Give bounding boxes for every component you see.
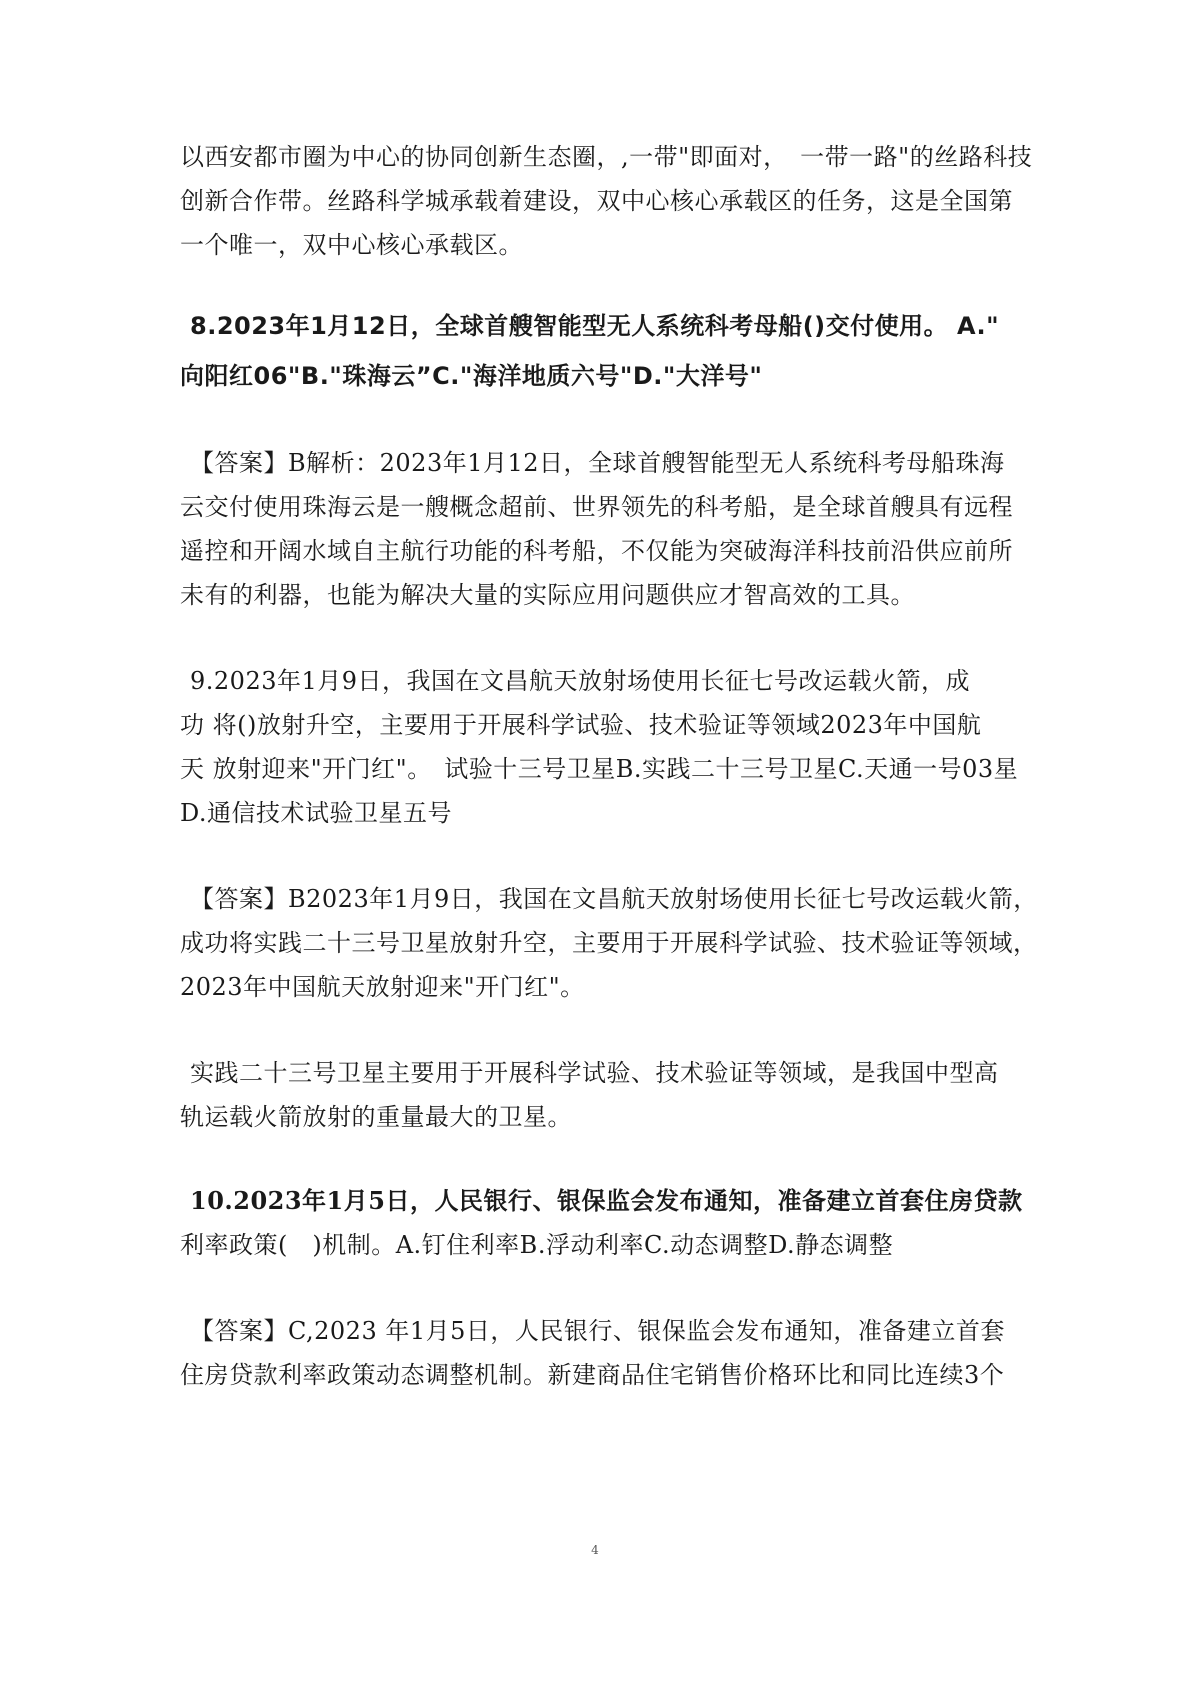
answer-8-line: 云交付使用珠海云是一艘概念超前、世界领先的科考船，是全球首艘具有远程 xyxy=(180,493,1013,521)
answer-8-line: 未有的利器，也能为解决大量的实际应用问题供应才智高效的工具。 xyxy=(180,581,915,609)
paragraph-line: 实践二十三号卫星主要用于开展科学试验、技术验证等领域，是我国中型高 xyxy=(190,1059,999,1087)
question-9-line: 9.2023年1月9日，我国在文昌航天放射场使用长征七号改运载火箭，成 xyxy=(190,667,971,695)
question-9-line: D.通信技术试验卫星五号 xyxy=(180,799,453,827)
question-8-line: 8.2023年1月12日，全球首艘智能型无人系统科考母船()交付使用。 A." xyxy=(190,312,1000,340)
answer-8-line: 遥控和开阔水域自主航行功能的科考船，不仅能为突破海洋科技前沿供应前所 xyxy=(180,537,1013,565)
answer-8-line: 【答案】B解析：2023年1月12日，全球首艘智能型无人系统科考母船珠海 xyxy=(190,449,1005,477)
paragraph-line: 一个唯一，双中心核心承载区。 xyxy=(180,231,523,259)
paragraph-line: 以西安都市圈为中心的协同创新生态圈，,一带"即面对， 一带一路"的丝路科技 xyxy=(180,143,1033,171)
question-9-line: 功 将()放射升空，主要用于开展科学试验、技术验证等领域2023年中国航 xyxy=(180,711,982,739)
answer-10-line: 住房贷款利率政策动态调整机制。新建商品住宅销售价格环比和同比连续3个 xyxy=(180,1361,1005,1389)
question-8-line: 向阳红06"B."珠海云”C."海洋地质六号"D."大洋号" xyxy=(180,362,763,390)
question-10-line: 10.2023年1月5日，人民银行、银保监会发布通知，准备建立首套住房贷款 xyxy=(190,1186,1023,1215)
question-10-line: 利率政策( )机制。A.钉住利率B.浮动利率C.动态调整D.静态调整 xyxy=(180,1231,894,1259)
paragraph-line: 创新合作带。丝路科学城承载着建设，双中心核心承载区的任务，这是全国第 xyxy=(180,187,1013,215)
paragraph-line: 轨运载火箭放射的重量最大的卫星。 xyxy=(180,1103,572,1131)
answer-9-line: 成功将实践二十三号卫星放射升空，主要用于开展科学试验、技术验证等领域， xyxy=(180,929,1038,957)
answer-9-line: 2023年中国航天放射迎来"开门红"。 xyxy=(180,973,585,1001)
answer-9-line: 【答案】B2023年1月9日，我国在文昌航天放射场使用长征七号改运载火箭， xyxy=(190,885,1038,913)
question-9-line: 天 放射迎来"开门红"。 试验十三号卫星B.实践二十三号卫星C.天通一号03星 xyxy=(180,755,1019,783)
answer-10-line: 【答案】C,2023 年1月5日，人民银行、银保监会发布通知，准备建立首套 xyxy=(190,1317,1005,1345)
page-number: 4 xyxy=(591,1543,599,1557)
